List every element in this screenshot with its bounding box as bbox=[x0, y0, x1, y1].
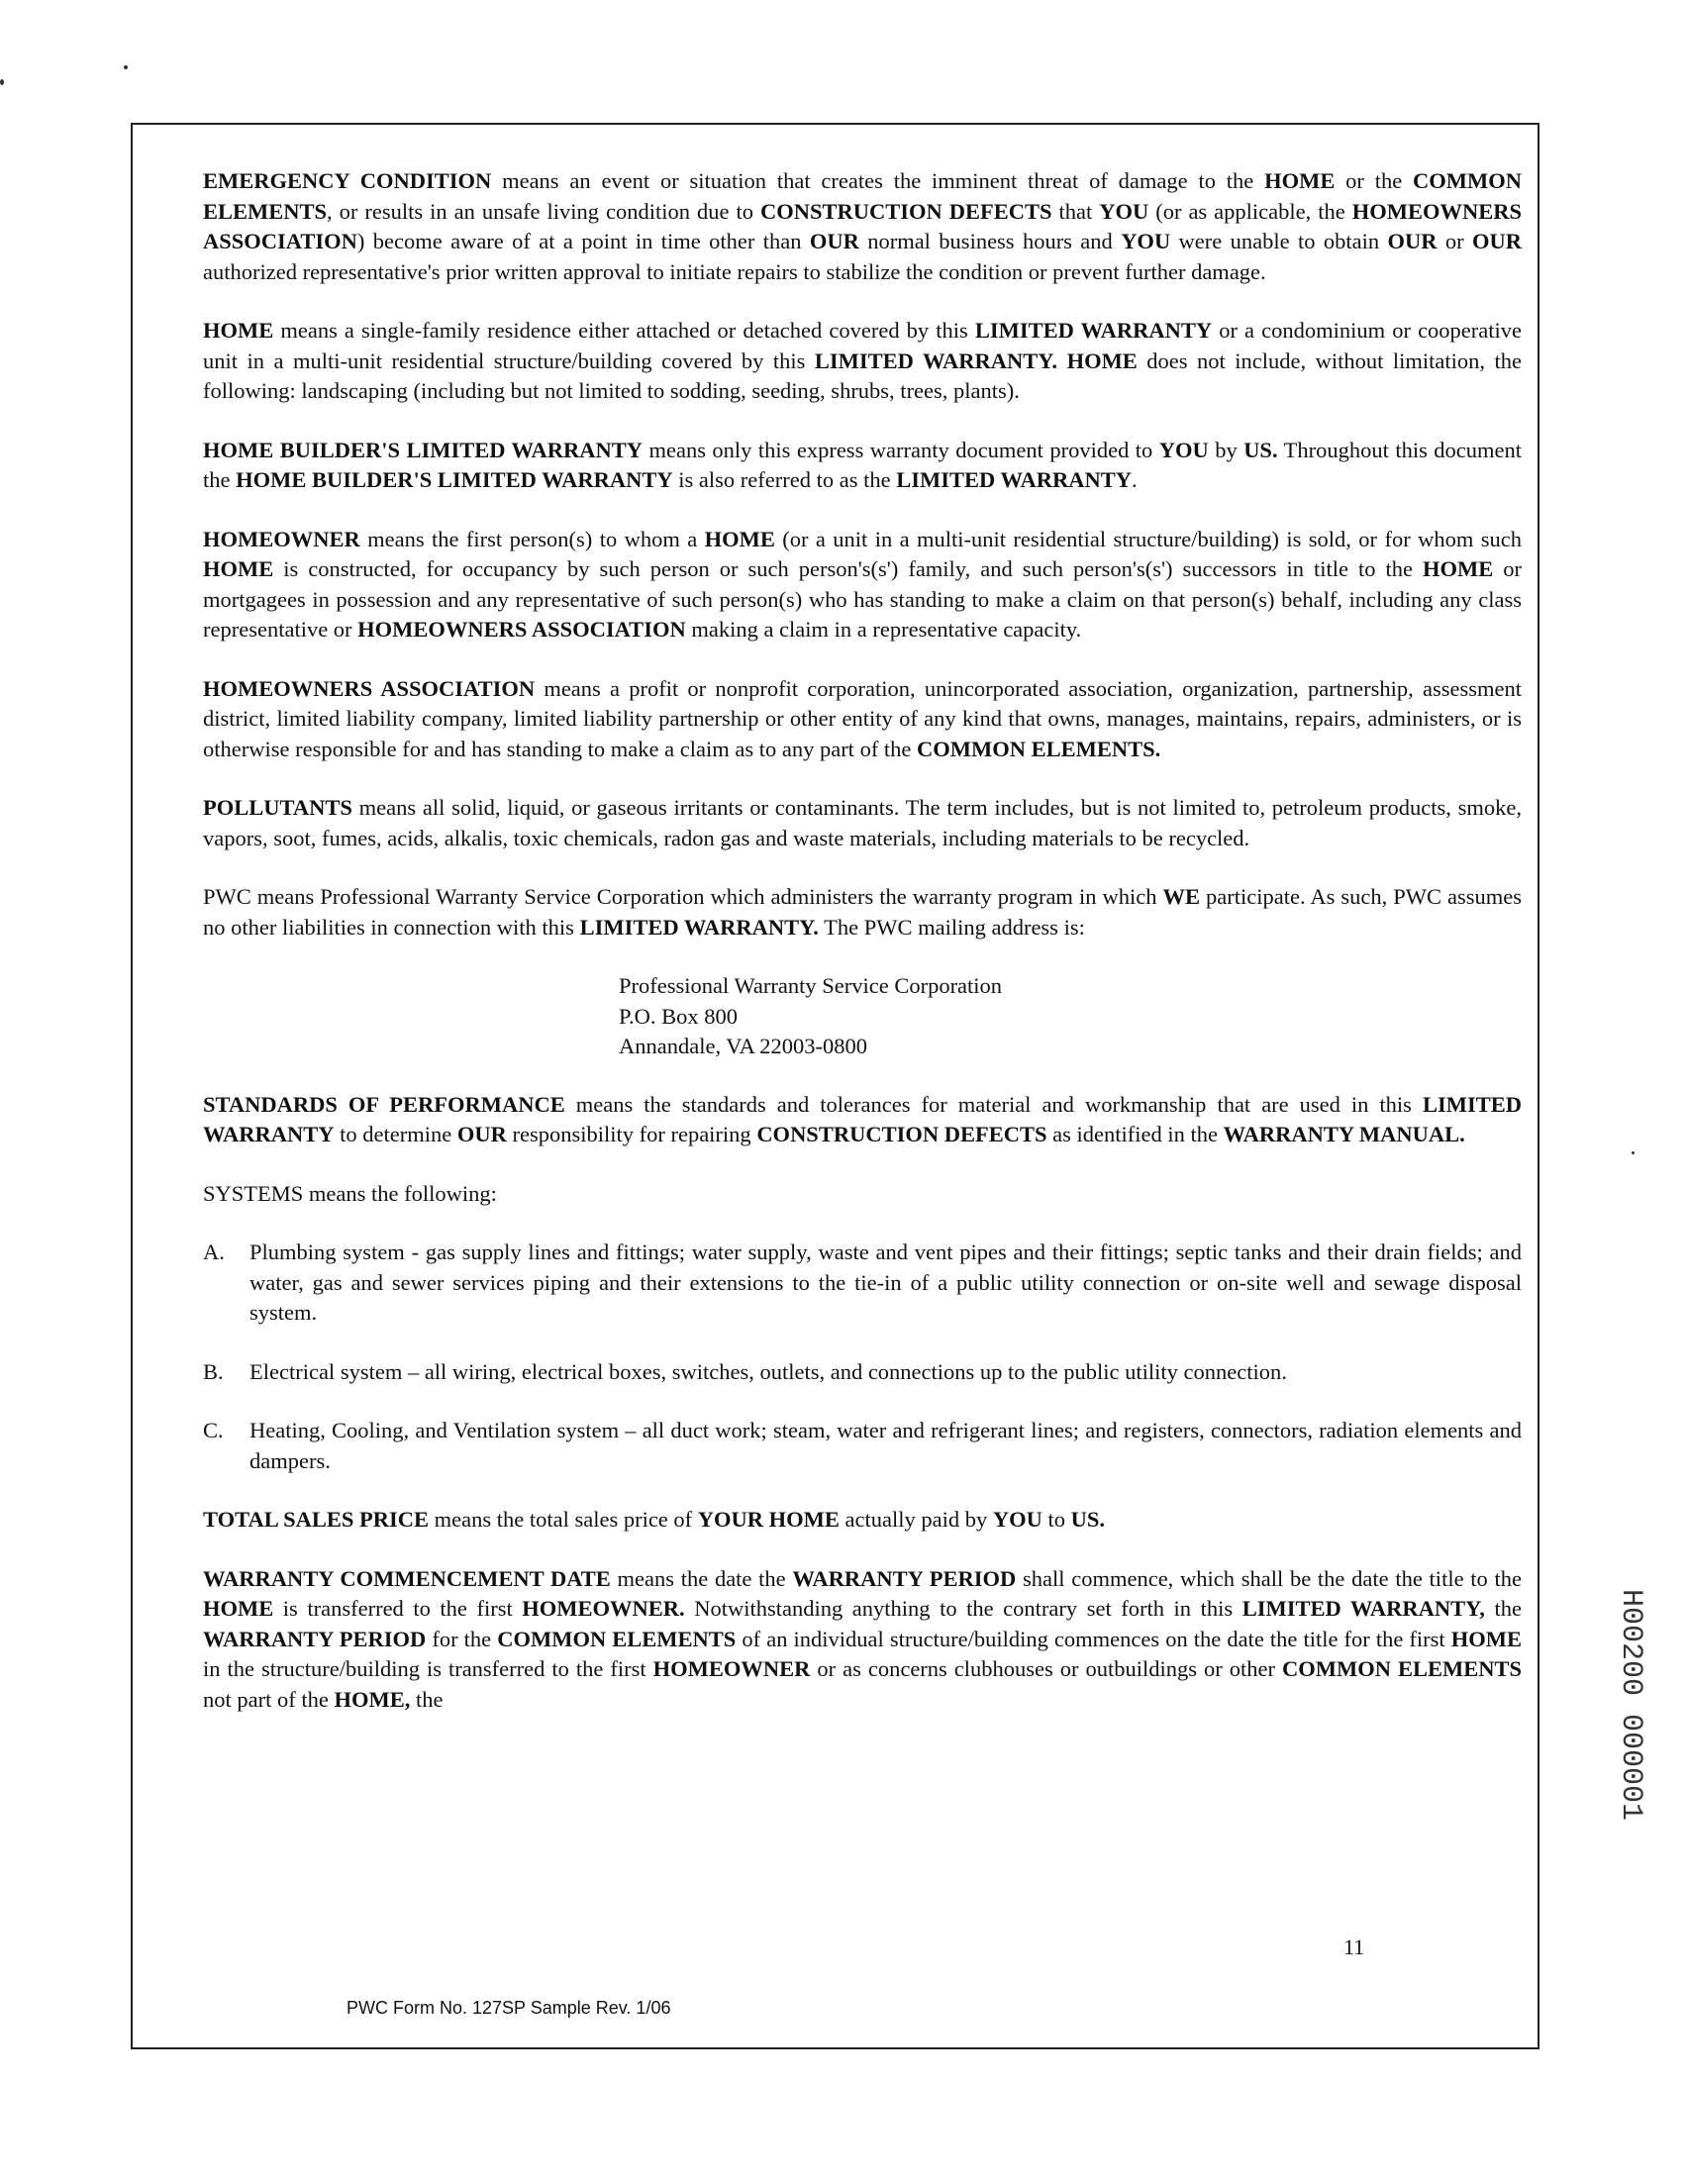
definition-home: HOME means a single-family residence either attached or detached covered by this LIMITED WARRANTY or a condominium or cooperative unit in a multi-unit residential structure/building covered by this LIMITED WARRANTY. HOME does not include, without limitation, the following: landscaping (including but not limited to sodding, seeding, shrubs, trees, plants). bbox=[203, 318, 1523, 403]
list-marker: C. bbox=[203, 1418, 224, 1442]
list-marker: A. bbox=[203, 1240, 225, 1264]
pwc-mailing-address bbox=[619, 971, 1522, 1062]
address-line-3: Annandale, VA 22003-0800 bbox=[619, 1034, 868, 1058]
definition-pwc: PWC means Professional Warranty Service Corporation which administers the warranty program in which WE participate. As such, PWC assumes no other liabilities in connection with this LIMITED WARRANTY. The PWC mailing address is: bbox=[203, 884, 1522, 940]
definition-warranty-commencement-date: WARRANTY COMMENCEMENT DATE means the date the WARRANTY PERIOD shall commence, which shall be the date the title to the HOME is transferred to the first HOMEOWNER. Notwithstanding anything to the contrary set forth in this LIMITED WARRANTY, the WARRANTY PERIOD for the COMMON ELEMENTS of an individual structure/building commences on the date the title for the first HOME in the structure/building is transferred to the first HOMEOWNER or as concerns clubhouses or outbuildings or other COMMON ELEMENTS not part of the HOME, the bbox=[203, 1565, 1523, 1712]
scan-speck bbox=[0, 79, 4, 85]
definition-systems-intro: SYSTEMS means the following: bbox=[203, 1180, 497, 1206]
list-item bbox=[203, 1238, 1522, 1329]
list-item bbox=[203, 1416, 1522, 1476]
definition-standards-of-performance: STANDARDS OF PERFORMANCE means the standards and tolerances for material and workmanship that are used in this LIMITED WARRANTY to determine OUR responsibility for repairing CONSTRUCTION DEFECTS as identified in the WARRANTY MANUAL. bbox=[203, 1091, 1522, 1146]
bates-stamp bbox=[1614, 1589, 1649, 1945]
list-text: Plumbing system - gas supply lines and fittings; water supply, waste and vent pipes and their fittings; septic tanks and their drain fields; and water, gas and sewer services piping and their extensions to the tie-in of a public utility connection or on-site well and sewage disposal system. bbox=[249, 1240, 1522, 1325]
list-text: Heating, Cooling, and Ventilation system – all duct work; steam, water and refrigerant lines; and registers, connectors, radiation elements and dampers. bbox=[249, 1418, 1522, 1473]
definition-homeowner: HOMEOWNER means the first person(s) to whom a HOME (or a unit in a multi-unit residential structure/building) is sold, or for whom such HOME is constructed, for occupancy by such person or such person's(s') family, and such person's(s') successors in title to the HOME or mortgagees in possession and any representative of such person(s) who has standing to make a claim on that person(s) behalf, including any class representative or HOMEOWNERS ASSOCIATION making a claim in a representative capacity. bbox=[203, 526, 1522, 642]
definition-homeowners-association: HOMEOWNERS ASSOCIATION means a profit or nonprofit corporation, unincorporated association, organization, partnership, assessment district, limited liability company, limited liability partnership or other entity of any kind that owns, manages, maintains, repairs, administers, or is otherwise responsible for and has standing to make a claim as to any part of the COMMON ELEMENTS. bbox=[203, 675, 1522, 761]
definition-home-builders-limited-warranty: HOME BUILDER'S LIMITED WARRANTY means only this express warranty document provided to YOU by US. Throughout this document the HOME BUILDER'S LIMITED WARRANTY is also referred to as the LIMITED WARRANTY. bbox=[203, 437, 1523, 492]
list-item bbox=[203, 1357, 1522, 1388]
scan-speck bbox=[1632, 1151, 1635, 1154]
scan-speck bbox=[124, 65, 128, 69]
definition-pollutants: POLLUTANTS means all solid, liquid, or gaseous irritants or contaminants. The term includes, but is not limited to, petroleum products, smoke, vapors, soot, fumes, acids, alkalis, toxic chemicals, radon gas and waste materials, including materials to be recycled. bbox=[203, 795, 1522, 850]
document-body bbox=[203, 166, 1522, 1743]
address-line-1: Professional Warranty Service Corporation bbox=[619, 973, 1003, 998]
list-text: Electrical system – all wiring, electrical boxes, switches, outlets, and connections up to the public utility connection. bbox=[249, 1358, 1287, 1384]
definition-emergency-condition: EMERGENCY CONDITION means an event or situation that creates the imminent threat of damage to the HOME or the COMMON ELEMENTS, or results in an unsafe living condition due to CONSTRUCTION DEFECTS that YOU (or as applicable, the HOMEOWNERS ASSOCIATION) become aware of at a point in time other than OUR normal business hours and YOU were unable to obtain OUR or OUR authorized representative's prior written approval to initiate repairs to stabilize the condition or prevent further damage. bbox=[203, 168, 1523, 284]
definition-total-sales-price: TOTAL SALES PRICE means the total sales price of YOUR HOME actually paid by YOU to US. bbox=[203, 1507, 1106, 1532]
address-line-2: P.O. Box 800 bbox=[619, 1003, 739, 1029]
page-number: 11 bbox=[1343, 1935, 1365, 1959]
form-footer: PWC Form No. 127SP Sample Rev. 1/06 bbox=[347, 1998, 671, 2018]
list-marker: B. bbox=[203, 1358, 224, 1384]
bates-stamp-text: H00200 000001 bbox=[1614, 1589, 1647, 1822]
